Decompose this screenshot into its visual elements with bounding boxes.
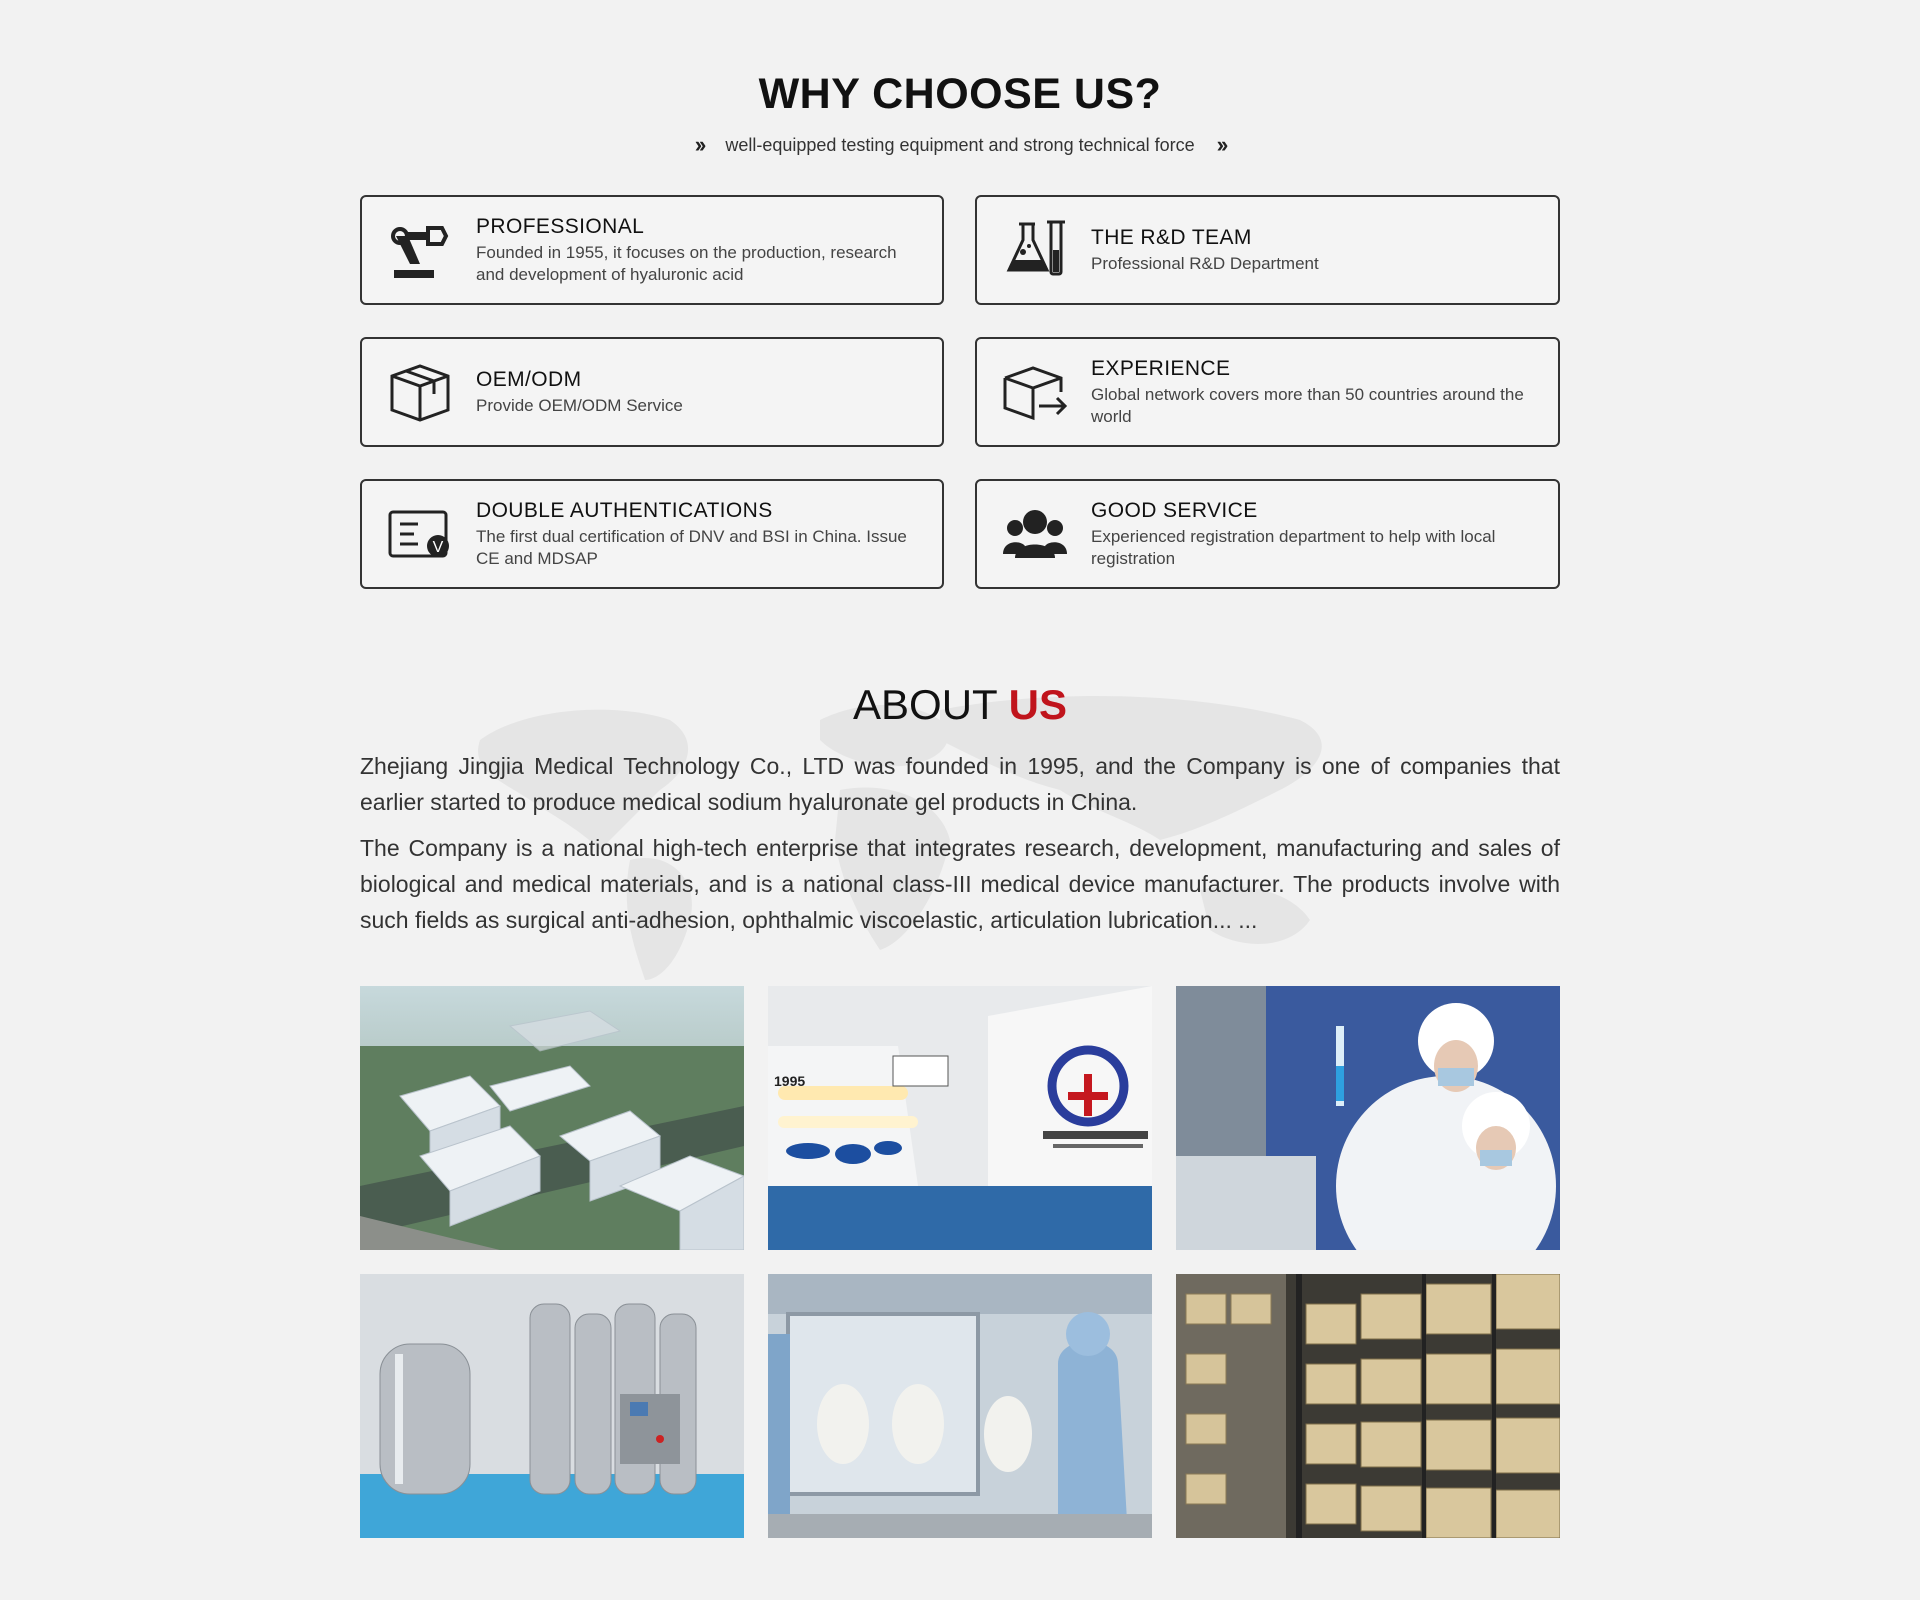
lobby-year-sign: 1995	[774, 1073, 806, 1089]
box-icon	[384, 356, 456, 428]
card-title: PROFESSIONAL	[476, 215, 645, 238]
card-description: Global network covers more than 50 countries around the world	[1091, 385, 1524, 426]
lobby-photo[interactable]	[768, 986, 1152, 1250]
certificate-icon	[384, 498, 456, 570]
card-description: Provide OEM/ODM Service	[476, 396, 683, 415]
card-description: Founded in 1955, it focuses on the production, research and development of hyaluronic acid	[476, 243, 897, 284]
card-title: GOOD SERVICE	[1091, 499, 1258, 522]
card-title: DOUBLE AUTHENTICATIONS	[476, 499, 773, 522]
svg-text:V: V	[432, 539, 444, 556]
warehouse-photo[interactable]	[1176, 1274, 1560, 1538]
feature-card-double-authentications[interactable]	[360, 479, 944, 589]
feature-card-rnd-team[interactable]	[975, 195, 1560, 305]
feature-card-experience[interactable]	[975, 337, 1560, 447]
lab-scientists-photo[interactable]	[1176, 986, 1560, 1250]
card-description: The first dual certification of DNV and BSI in China. Issue CE and MDSAP	[476, 527, 907, 568]
card-title: EXPERIENCE	[1091, 357, 1231, 380]
cleanroom-photo[interactable]	[768, 1274, 1152, 1538]
card-description: Professional R&D Department	[1091, 254, 1319, 273]
steel-tanks-photo[interactable]	[360, 1274, 744, 1538]
shipping-box-icon	[999, 356, 1071, 428]
double-chevron-icon: ››	[694, 132, 704, 157]
robot-arm-icon	[384, 214, 456, 286]
feature-card-oem-odm[interactable]	[360, 337, 944, 447]
lab-flask-icon	[999, 214, 1071, 286]
double-chevron-icon: ››	[1216, 132, 1226, 157]
about-title-accent: US	[1008, 681, 1067, 728]
feature-card-good-service[interactable]	[975, 479, 1560, 589]
photo-gallery	[360, 986, 1560, 1538]
why-choose-us-section	[360, 0, 1560, 568]
feature-card-professional[interactable]	[360, 195, 944, 305]
card-title: OEM/ODM	[476, 368, 582, 391]
card-title: THE R&D TEAM	[1091, 226, 1252, 249]
card-description: Experienced registration department to help with local registration	[1091, 527, 1496, 568]
feature-grid	[360, 195, 1560, 589]
about-us-section	[360, 680, 1560, 938]
about-paragraph-2: The Company is a national high-tech enterprise that integrates research, development, manufacturing and sales of biological and medical materials, and is a national class-III medical device manufacturer. The products involve with such fields as surgical anti-adhesion, ophthalmic viscoelastic, articulation lubrication... ...	[360, 835, 1560, 933]
why-subtitle-row	[360, 132, 1560, 158]
users-icon	[999, 498, 1071, 570]
about-title	[360, 680, 1560, 730]
why-subtitle: well-equipped testing equipment and strong technical force	[725, 134, 1195, 155]
factory-aerial-photo[interactable]	[360, 986, 744, 1250]
why-title: WHY CHOOSE US?	[758, 70, 1162, 118]
about-paragraph-1: Zhejiang Jingjia Medical Technology Co., LTD was founded in 1995, and the Company is one of companies that earlier started to produce medical sodium hyaluronate gel products in China.	[360, 753, 1560, 815]
about-title-main: ABOUT	[853, 681, 1009, 728]
